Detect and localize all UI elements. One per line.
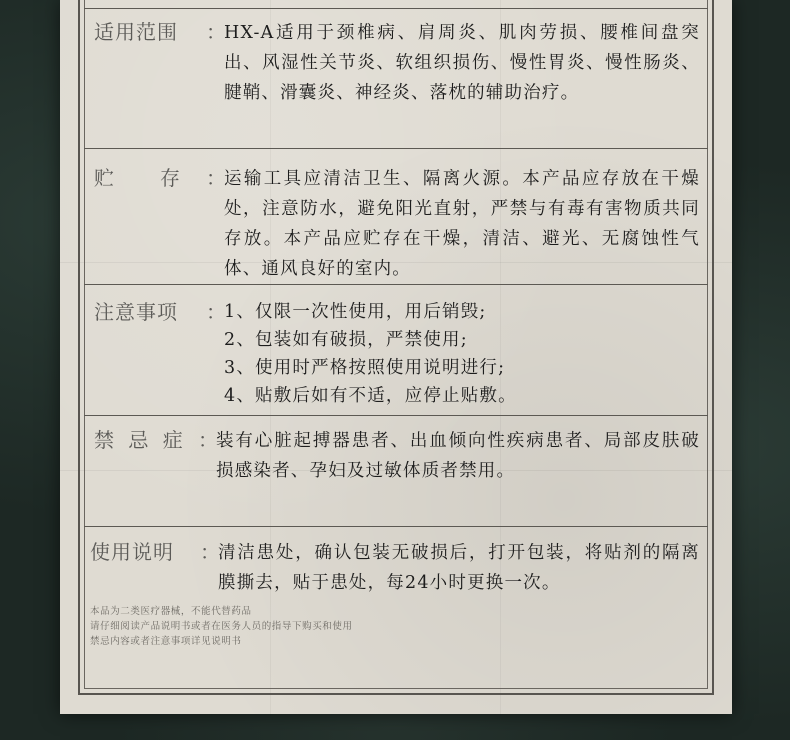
row-divider (84, 415, 708, 416)
row-divider (84, 284, 708, 285)
list-item: 2、包装如有破损，严禁使用; (224, 330, 468, 350)
label-colon: ： (206, 300, 226, 324)
storage-section (94, 164, 706, 280)
instruction-sheet (60, 0, 732, 714)
row-divider (84, 8, 708, 9)
list-item: 1、仅限一次性使用，用后销毁; (224, 302, 487, 322)
notes-section (94, 298, 706, 412)
label-colon: ： (206, 20, 226, 44)
label-colon: ： (206, 166, 226, 190)
section-text: HX-A适用于颈椎病、肩周炎、肌肉劳损、腰椎间盘突出、风湿性关节炎、软组织损伤、慢性胃炎、慢性肠炎、腱鞘、滑囊炎、神经炎、落枕的辅助治疗。 (224, 23, 700, 103)
footnote-line: 请仔细阅读产品说明书或者在医务人员的指导下购买和使用 (90, 621, 353, 632)
footnote-line: 本品为二类医疗器械，不能代替药品 (90, 606, 252, 617)
list-item: 4、贴敷后如有不适，应停止贴敷。 (224, 386, 517, 406)
footnote-block (90, 604, 353, 649)
section-label: 使用说明 (90, 540, 174, 564)
notes-list (224, 298, 700, 410)
usage-section (90, 538, 706, 608)
section-label: 贮 存 (94, 166, 182, 190)
section-text: 装有心脏起搏器患者、出血倾向性疾病患者、局部皮肤破损感染者、孕妇及过敏体质者禁用。 (216, 431, 700, 481)
row-divider (84, 526, 708, 527)
section-label: 禁 忌 症 (94, 428, 187, 452)
scope-section (94, 18, 706, 144)
label-colon: ： (200, 540, 220, 564)
label-colon: ： (198, 428, 218, 452)
footnote-line: 禁忌内容或者注意事项详见说明书 (90, 636, 242, 647)
contraindications-section (94, 426, 706, 522)
row-divider (84, 148, 708, 149)
section-label: 适用范围 (94, 20, 178, 44)
section-text: 运输工具应清洁卫生、隔离火源。本产品应存放在干燥处，注意防水，避免阳光直射，严禁与有毒有害物质共同存放。本产品应贮存在干燥，清洁、避光、无腐蚀性气体、通风良好的室内。 (224, 169, 700, 279)
section-label: 注意事项 (94, 300, 178, 324)
list-item: 3、使用时严格按照使用说明进行; (224, 358, 506, 378)
section-text: 清洁患处，确认包装无破损后，打开包装，将贴剂的隔离膜撕去，贴于患处，每24小时更换一次。 (218, 543, 700, 593)
